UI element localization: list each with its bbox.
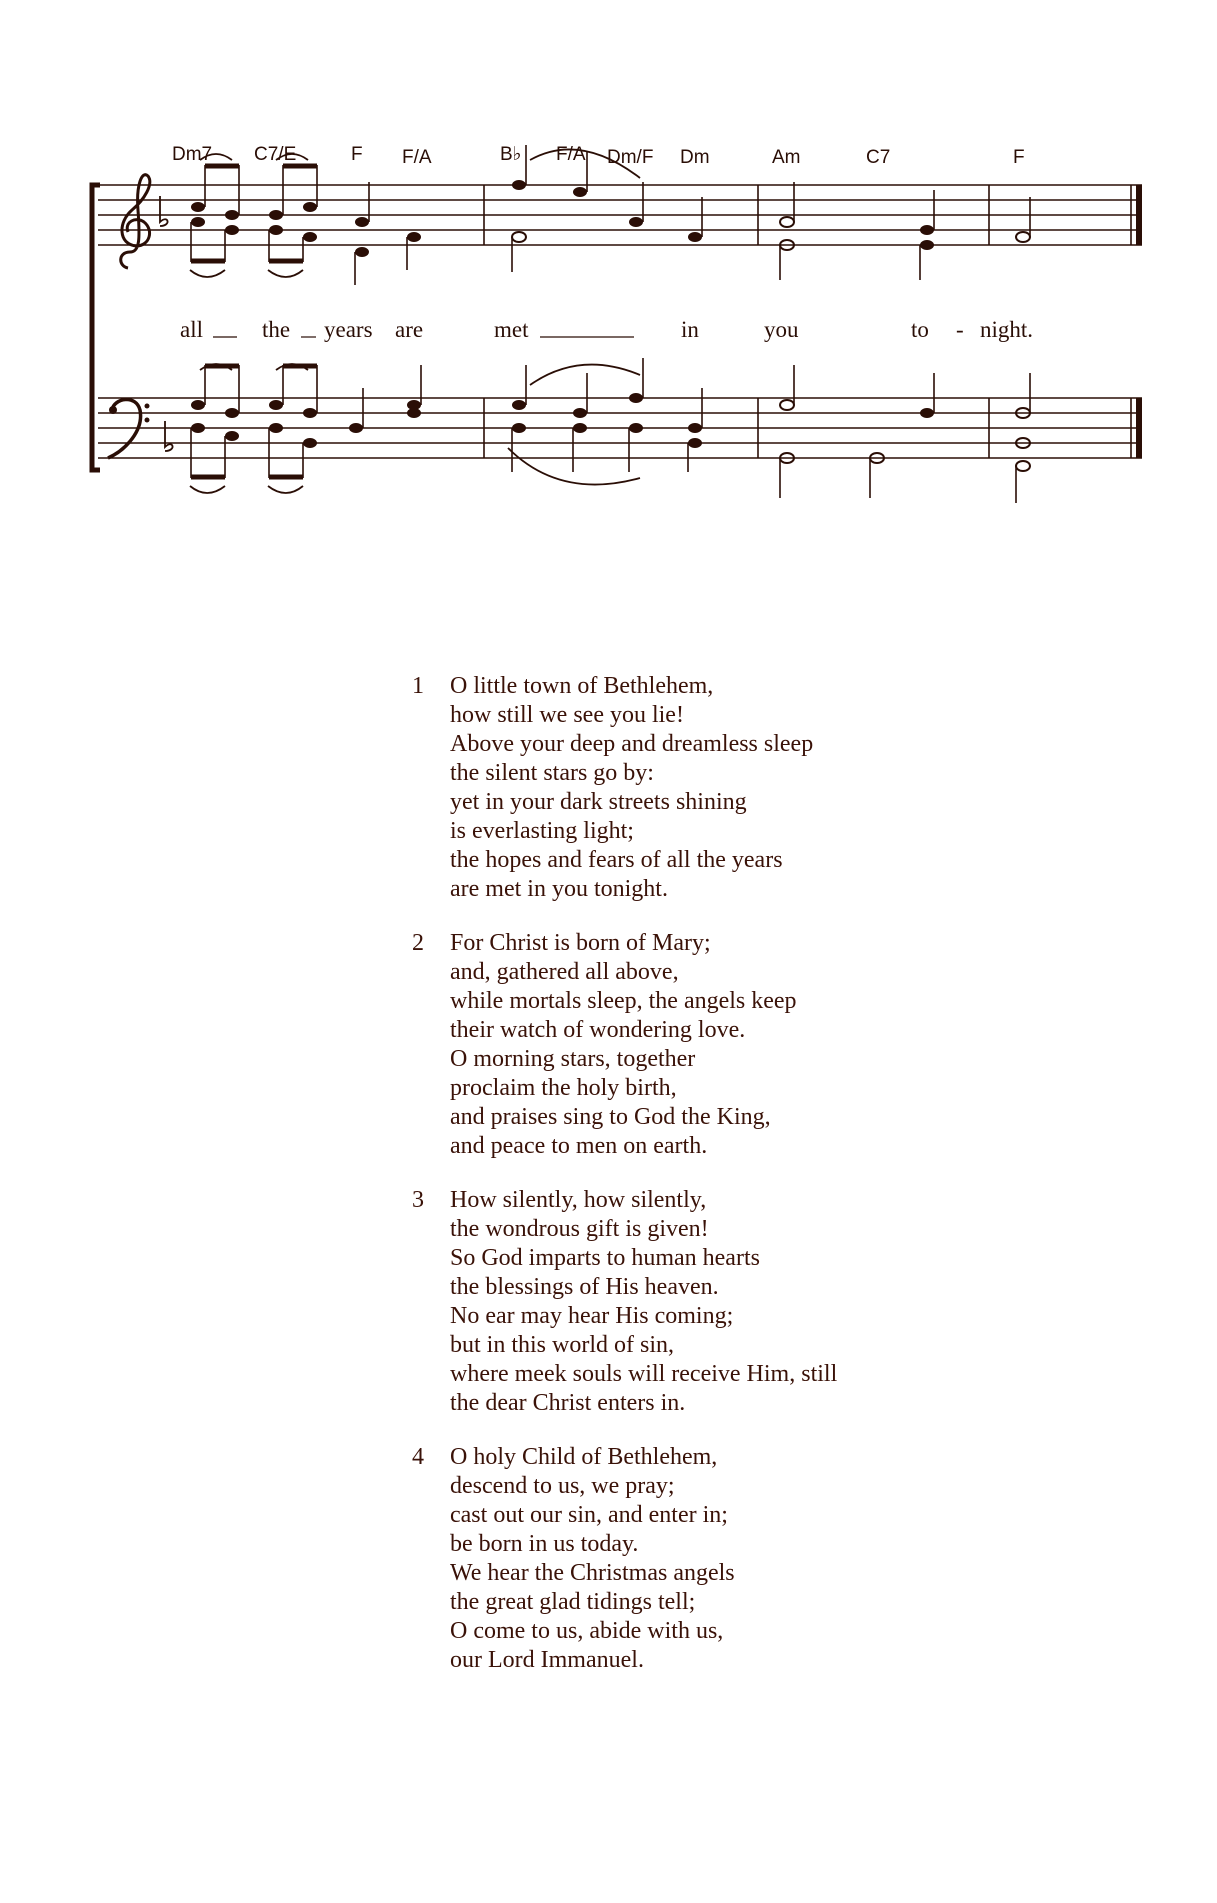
bass-stems <box>191 358 1030 503</box>
chord-symbol: F <box>1013 147 1025 168</box>
treble-beams <box>191 166 317 261</box>
lyric-syllable: to <box>911 317 929 342</box>
verse-line: the silent stars go by: <box>450 760 654 786</box>
verse-line: and peace to men on earth. <box>450 1133 708 1159</box>
verse-line: and praises sing to God the King, <box>450 1104 771 1130</box>
verse-2 <box>412 929 1132 1161</box>
chord-symbol: C7/E <box>254 144 297 165</box>
lyric-syllable: in <box>681 317 699 342</box>
chord-symbol: Am <box>772 147 801 168</box>
verse-line: cast out our sin, and enter in; <box>450 1502 728 1528</box>
verse-line: the blessings of His heaven. <box>450 1274 719 1300</box>
music-score <box>0 0 1217 520</box>
verse-line: is everlasting light; <box>450 818 634 844</box>
lyric-syllable: all <box>180 317 203 342</box>
verse-line: be born in us today. <box>450 1531 639 1557</box>
verse-line: their watch of wondering love. <box>450 1017 746 1043</box>
verse-line: Above your deep and dreamless sleep <box>450 731 814 757</box>
verse-line: our Lord Immanuel. <box>450 1647 644 1673</box>
verse-line: are met in you tonight. <box>450 876 668 902</box>
lyric-syllable: - <box>956 317 964 342</box>
chord-symbol: F/A <box>556 144 586 165</box>
lyric-syllable: are <box>395 317 424 342</box>
verse-line: proclaim the holy birth, <box>450 1075 677 1101</box>
bass-half-notes <box>780 400 1030 471</box>
chord-symbol: Dm/F <box>607 147 654 168</box>
treble-staff <box>98 185 1142 245</box>
verse-line: O little town of Bethlehem, <box>450 673 714 699</box>
verse-line: the great glad tidings tell; <box>450 1589 696 1615</box>
treble-slurs <box>190 149 640 277</box>
verse-4 <box>412 1443 1132 1675</box>
chord-symbol: B♭ <box>500 144 522 165</box>
lyric-syllable: you <box>764 317 799 342</box>
chord-symbol: Dm7 <box>172 144 213 165</box>
verse-line: and, gathered all above, <box>450 959 679 985</box>
lyric-syllable: night. <box>980 317 1034 342</box>
bass-beams <box>191 366 317 477</box>
verse-line: How silently, how silently, <box>450 1187 707 1213</box>
verse-line: O come to us, abide with us, <box>450 1618 724 1644</box>
chord-symbol: F/A <box>402 147 432 168</box>
verse-number: 1 <box>412 673 424 699</box>
lyric-syllable: the <box>262 317 291 342</box>
verse-line: where meek souls will receive Him, still <box>450 1361 838 1387</box>
chord-symbol: F <box>351 144 363 165</box>
verse-line: while mortals sleep, the angels keep <box>450 988 797 1014</box>
verse-line: but in this world of sin, <box>450 1332 675 1358</box>
verse-line: For Christ is born of Mary; <box>450 930 711 956</box>
verse-line: O morning stars, together <box>450 1046 696 1072</box>
verse-line: how still we see you lie! <box>450 702 684 728</box>
chord-symbol: C7 <box>866 147 891 168</box>
lyric-syllable: years <box>324 317 373 342</box>
lyric-underlay <box>180 317 1033 342</box>
verse-line: the wondrous gift is given! <box>450 1216 709 1242</box>
lyric-syllable: met <box>494 317 529 342</box>
verse-number: 3 <box>412 1187 424 1213</box>
verse-line: yet in your dark streets shining <box>450 789 747 815</box>
treble-clef <box>121 175 150 268</box>
verse-line: descend to us, we pray; <box>450 1473 675 1499</box>
chord-symbol: Dm <box>680 147 710 168</box>
bass-notes <box>191 393 934 448</box>
verse-1 <box>412 672 1132 904</box>
verse-line: the dear Christ enters in. <box>450 1390 686 1416</box>
verse-list <box>412 672 1132 1700</box>
verse-line: No ear may hear His coming; <box>450 1303 734 1329</box>
verse-line: O holy Child of Bethlehem, <box>450 1444 718 1470</box>
verse-number: 2 <box>412 930 424 956</box>
verse-line: the hopes and fears of all the years <box>450 847 783 873</box>
verse-number: 4 <box>412 1444 424 1470</box>
bass-staff <box>98 398 1142 458</box>
verse-line: We hear the Christmas angels <box>450 1560 735 1586</box>
verse-line: So God imparts to human hearts <box>450 1245 760 1271</box>
verse-3 <box>412 1186 1132 1418</box>
